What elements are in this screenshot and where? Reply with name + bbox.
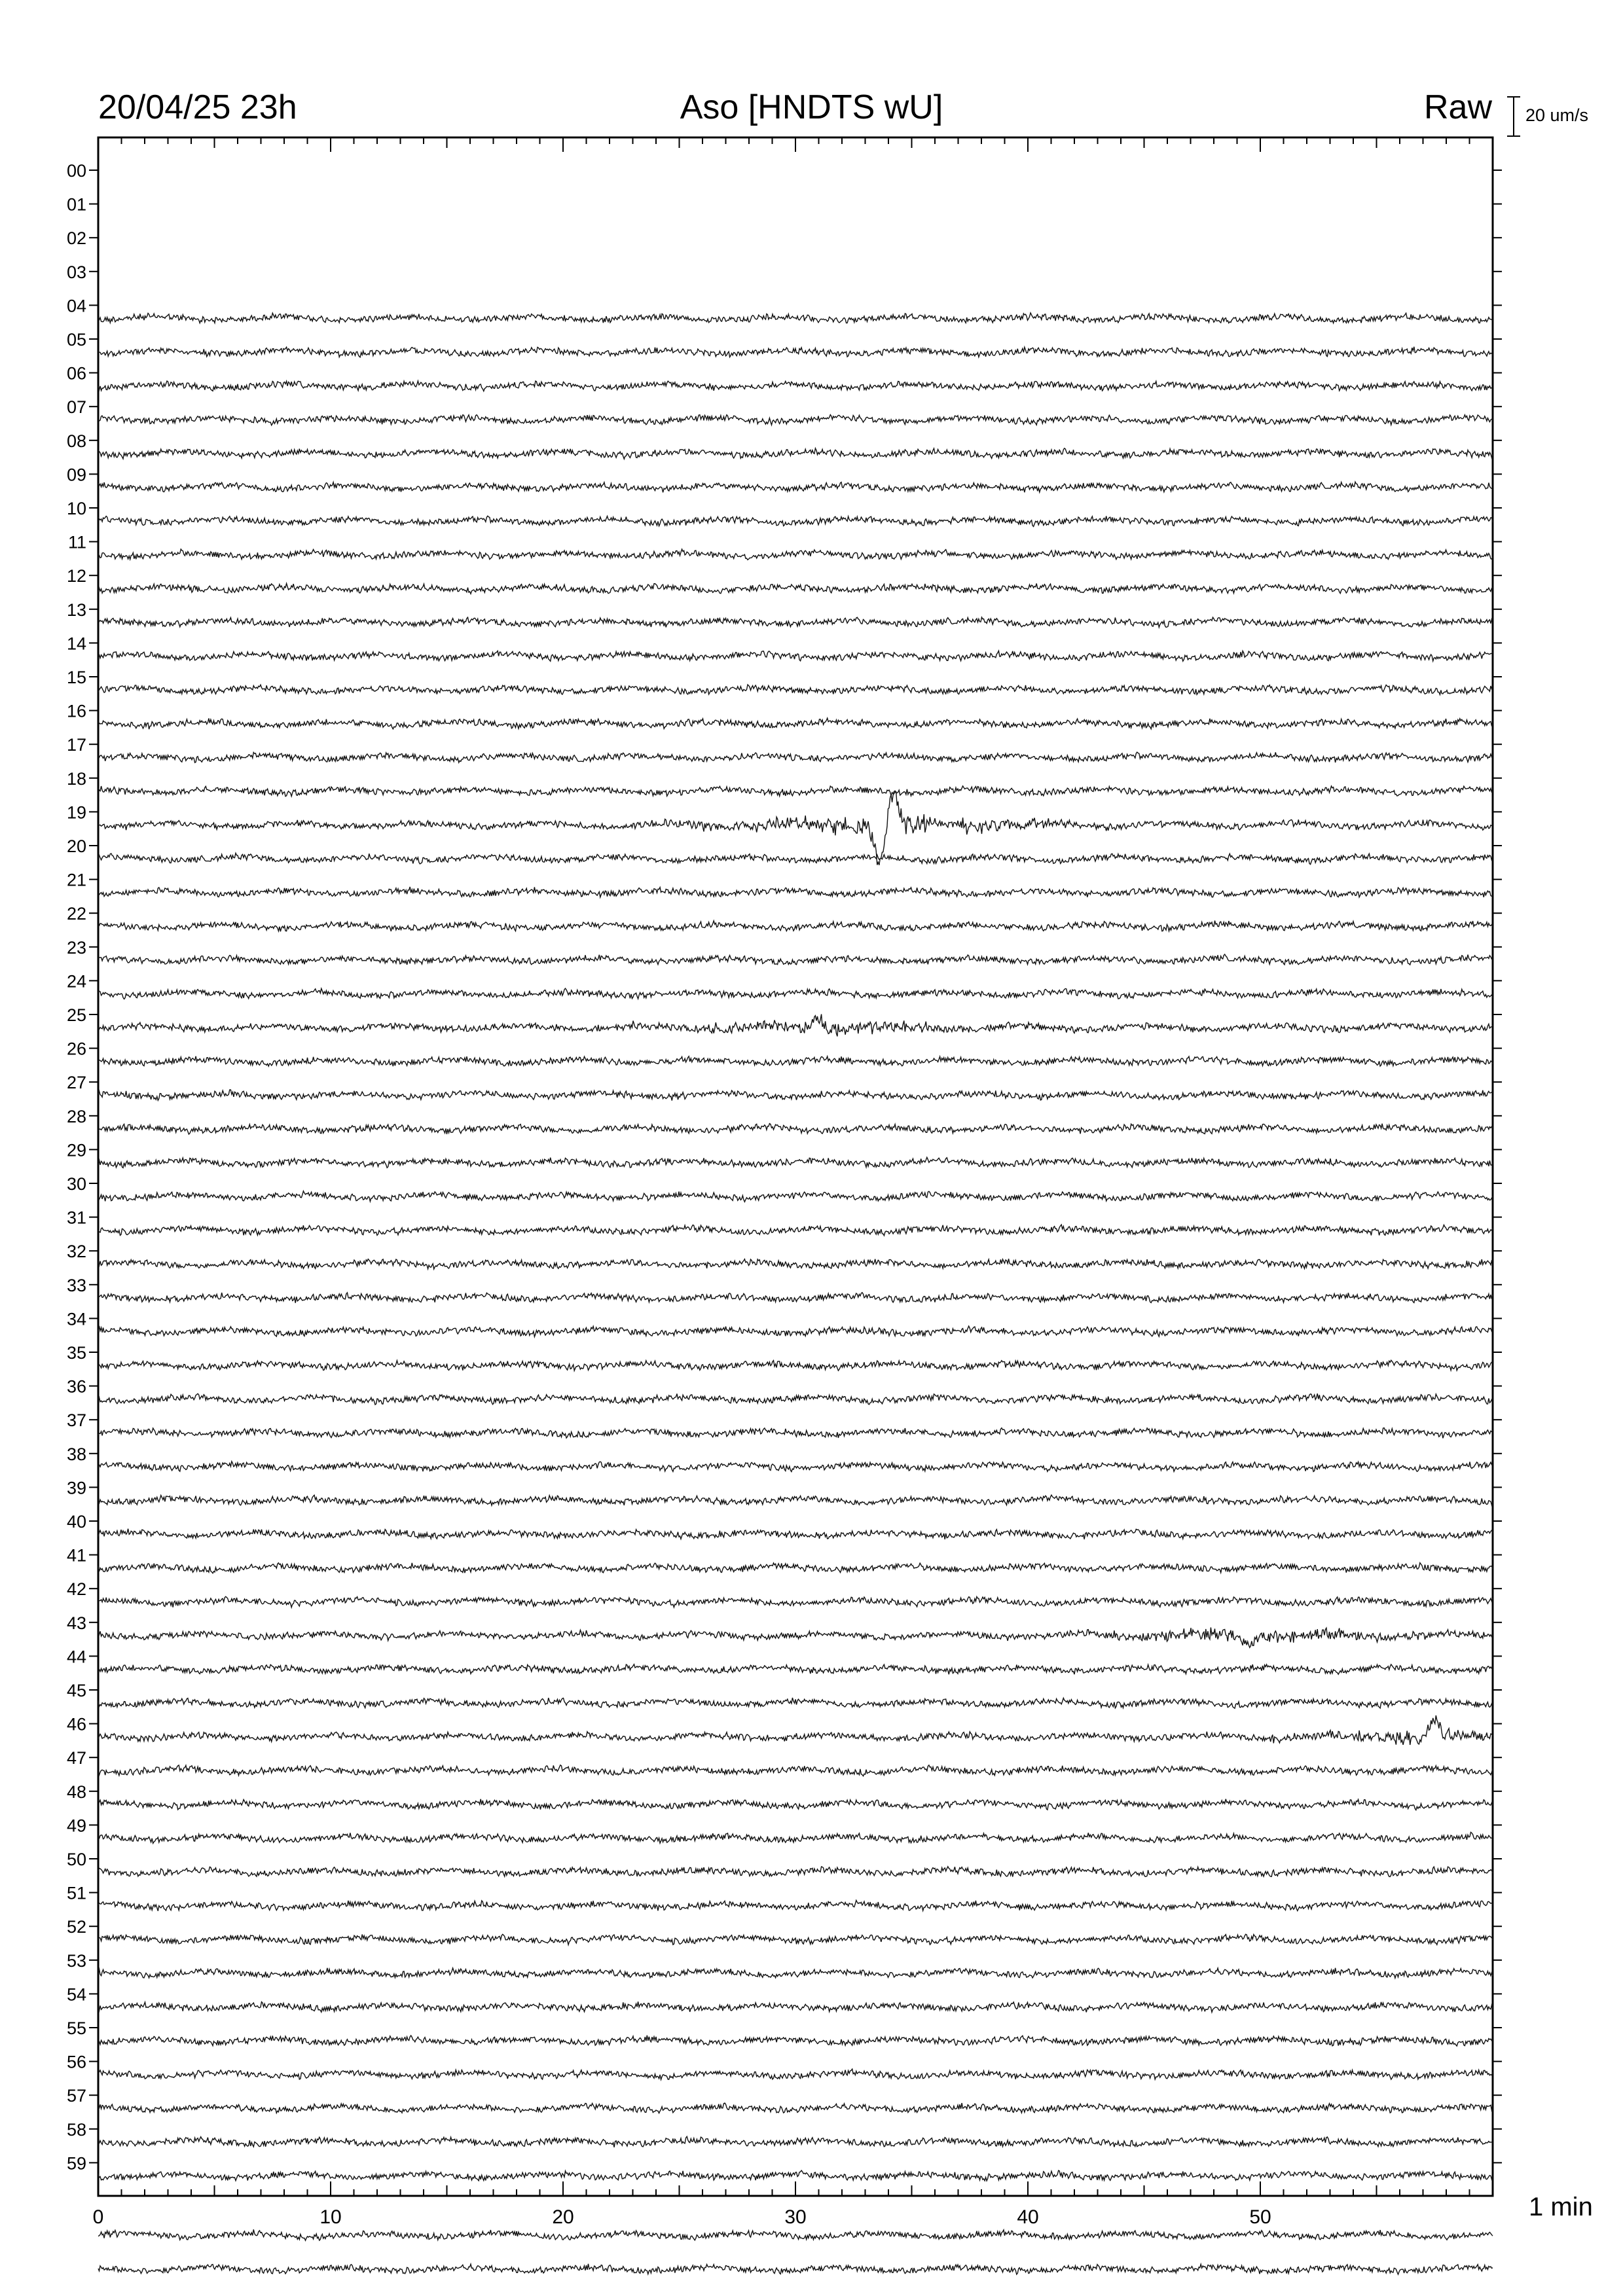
trace-row-05 [98,347,1493,357]
row-label: 17 [66,735,86,755]
trace-row-20 [98,853,1493,864]
trace-row-41 [98,1563,1493,1573]
row-label: 14 [66,634,86,654]
row-label: 48 [66,1782,86,1802]
trace-row-53 [98,1968,1493,1979]
row-label: 11 [67,532,86,552]
trace-row-10 [98,516,1493,526]
trace-row-16 [98,718,1493,729]
row-label: 47 [66,1748,86,1768]
trace-row-22 [98,921,1493,932]
scale-bar-label: 20 um/s [1525,105,1589,125]
row-label: 08 [66,431,86,451]
trace-row-23 [98,954,1493,965]
row-label: 22 [66,904,86,924]
row-label: 46 [66,1714,86,1734]
row-label: 39 [66,1478,86,1498]
row-label: 15 [66,668,86,687]
row-label: 52 [66,1917,86,1937]
row-label: 53 [66,1950,86,1971]
row-label: 50 [66,1850,86,1869]
row-label: 25 [66,1005,86,1025]
trace-row-30 [98,1191,1493,1202]
trace-row-59 [98,2170,1493,2181]
row-label: 37 [66,1410,86,1431]
row-label: 10 [66,499,86,518]
row-label: 49 [66,1816,86,1836]
trace-continuation-1 [98,2229,1493,2240]
trace-row-26 [98,1056,1493,1066]
row-label: 30 [66,1174,86,1194]
x-tick-label: 20 [552,2206,574,2228]
row-label: 24 [66,971,86,992]
trace-row-36 [98,1393,1493,1405]
trace-row-18 [98,786,1493,797]
trace-row-13 [98,617,1493,627]
row-label: 04 [66,296,86,316]
row-label: 40 [66,1512,86,1532]
row-label: 19 [66,802,86,823]
row-label: 03 [66,262,86,282]
row-label: 12 [66,566,86,586]
x-tick-label: 40 [1017,2206,1039,2228]
row-label: 20 [66,836,86,856]
trace-row-21 [98,887,1493,897]
trace-row-42 [98,1596,1493,1607]
trace-row-12 [98,583,1493,594]
row-label: 26 [66,1039,86,1059]
row-label: 35 [66,1343,86,1363]
trace-row-45 [98,1698,1493,1708]
row-label: 01 [66,194,86,215]
trace-row-11 [98,549,1493,560]
row-label: 59 [66,2153,86,2174]
trace-row-37 [98,1428,1493,1439]
trace-row-43 [98,1628,1493,1648]
trace-row-31 [98,1225,1493,1236]
trace-row-55 [98,2036,1493,2046]
trace-row-33 [98,1293,1493,1303]
trace-row-40 [98,1529,1493,1539]
row-label: 32 [66,1242,86,1262]
trace-row-08 [98,448,1493,459]
trace-row-38 [98,1462,1493,1472]
trace-row-14 [98,651,1493,661]
trace-row-56 [98,2069,1493,2079]
row-label: 51 [66,1883,86,1903]
row-label: 09 [66,465,86,485]
row-label: 56 [66,2052,86,2072]
row-label: 21 [66,870,86,890]
row-label: 29 [66,1140,86,1160]
row-label: 38 [66,1444,86,1464]
trace-row-44 [98,1664,1493,1674]
row-label: 07 [66,397,86,418]
trace-row-57 [98,2103,1493,2113]
trace-row-49 [98,1832,1493,1843]
trace-row-17 [98,752,1493,762]
row-label: 33 [66,1275,86,1295]
trace-row-39 [98,1495,1493,1505]
x-tick-label: 10 [319,2206,342,2228]
row-label: 43 [66,1613,86,1633]
trace-row-25 [98,1014,1493,1037]
row-label: 58 [66,2119,86,2140]
row-label: 41 [66,1545,86,1566]
trace-row-19 [98,792,1493,865]
row-label: 34 [66,1309,86,1329]
trace-row-09 [98,482,1493,492]
row-label: 28 [66,1106,86,1126]
row-label: 16 [66,701,86,721]
trace-row-58 [98,2136,1493,2147]
trace-row-15 [98,685,1493,694]
trace-row-34 [98,1326,1493,1337]
station-title: Aso [HNDTS wU] [680,88,943,126]
trace-row-28 [98,1124,1493,1134]
mode-label: Raw [1423,88,1492,126]
x-tick-label: 30 [784,2206,807,2228]
row-label: 45 [66,1681,86,1700]
trace-row-32 [98,1259,1493,1269]
row-label: 06 [66,363,86,384]
row-label: 27 [66,1073,86,1093]
row-label: 44 [66,1647,86,1667]
time-axis-unit-label: 1 min [1529,2193,1593,2221]
row-label: 18 [66,768,86,789]
trace-row-50 [98,1867,1493,1877]
row-label: 05 [66,330,86,350]
trace-row-24 [98,988,1493,999]
row-label: 02 [66,228,86,249]
row-label: 31 [66,1208,86,1228]
row-label: 57 [66,2086,86,2106]
trace-row-06 [98,381,1493,391]
date-hour-label: 20/04/25 23h [98,88,297,126]
trace-row-54 [98,2001,1493,2012]
trace-row-35 [98,1360,1493,1371]
row-label: 23 [66,937,86,958]
row-label: 55 [66,2018,86,2038]
row-label: 54 [66,1984,86,2005]
trace-continuation-2 [98,2264,1493,2274]
trace-row-47 [98,1765,1493,1776]
trace-row-07 [98,415,1493,425]
trace-row-52 [98,1934,1493,1945]
trace-row-27 [98,1090,1493,1100]
trace-row-48 [98,1799,1493,1810]
row-label: 36 [66,1376,86,1397]
row-label: 13 [66,600,86,620]
x-tick-label: 0 [92,2206,104,2228]
trace-row-29 [98,1157,1493,1168]
trace-row-04 [98,313,1493,323]
row-label: 00 [66,161,86,181]
trace-row-51 [98,1900,1493,1910]
plot-frame [98,137,1493,2196]
trace-row-46 [98,1715,1493,1745]
row-label: 42 [66,1579,86,1600]
x-tick-label: 50 [1249,2206,1271,2228]
